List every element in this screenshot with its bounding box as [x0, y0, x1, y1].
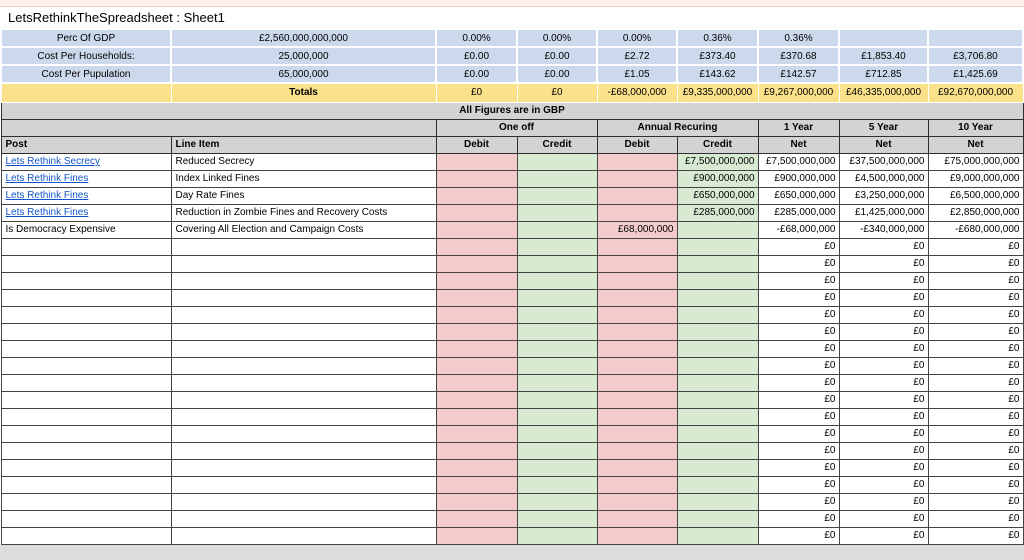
ledger-row-empty: [1, 238, 1023, 255]
cell-5y-net: £0: [839, 493, 928, 510]
cell-oneoff-debit: [436, 153, 517, 170]
cell-line-item: [171, 238, 436, 255]
cell-10y-net: £6,500,000,000: [928, 187, 1023, 204]
cell-10y-net: £75,000,000,000: [928, 153, 1023, 170]
summary-cell: £373.40: [677, 47, 758, 65]
totals-cell: £9,267,000,000: [758, 83, 839, 102]
cell-line-item: [171, 289, 436, 306]
cell-5y-net: £4,500,000,000: [839, 170, 928, 187]
cell-line-item: [171, 272, 436, 289]
summary-cell: £0.00: [517, 47, 597, 65]
ledger-row-empty: [1, 289, 1023, 306]
cell-10y-net: £0: [928, 408, 1023, 425]
totals-cell: £46,335,000,000: [839, 83, 928, 102]
cell-post: [1, 238, 171, 255]
cell-post: [1, 391, 171, 408]
cell-line-item: [171, 323, 436, 340]
cell-5y-net: £0: [839, 238, 928, 255]
summary-cell: £0.00: [436, 65, 517, 83]
header-annual-debit: Debit: [597, 136, 677, 153]
cell-5y-net: £0: [839, 289, 928, 306]
header-oneoff-credit: Credit: [517, 136, 597, 153]
cell-post: [1, 493, 171, 510]
cell-5y-net: £0: [839, 391, 928, 408]
cell-1y-net: £0: [758, 374, 839, 391]
page-title: LetsRethinkTheSpreadsheet : Sheet1: [8, 10, 225, 25]
cell-post: [1, 476, 171, 493]
cell-annual-credit: [677, 238, 758, 255]
cell-oneoff-credit: [517, 510, 597, 527]
cell-annual-credit: [677, 476, 758, 493]
cell-annual-debit: [597, 459, 677, 476]
header-1y-net: Net: [758, 136, 839, 153]
summary-cell: £712.85: [839, 65, 928, 83]
cell-10y-net: £0: [928, 425, 1023, 442]
cell-1y-net: £0: [758, 527, 839, 544]
cell-line-item: [171, 374, 436, 391]
cell-line-item: Day Rate Fines: [171, 187, 436, 204]
totals-row: [1, 83, 1023, 102]
cell-annual-credit: [677, 255, 758, 272]
cell-oneoff-debit: [436, 255, 517, 272]
banner-row: [1, 102, 1023, 119]
ledger-row: [1, 153, 1023, 170]
cell-annual-debit: [597, 306, 677, 323]
cell-oneoff-credit: [517, 340, 597, 357]
cell-1y-net: £0: [758, 476, 839, 493]
header-line-item: Line Item: [171, 136, 436, 153]
cell-post: [1, 340, 171, 357]
ledger-row-empty: [1, 476, 1023, 493]
summary-cell: £143.62: [677, 65, 758, 83]
cell-5y-net: £0: [839, 510, 928, 527]
cell-line-item: [171, 255, 436, 272]
cell-oneoff-debit: [436, 221, 517, 238]
cell-line-item: Covering All Election and Campaign Costs: [171, 221, 436, 238]
totals-cell: £0: [436, 83, 517, 102]
cell-1y-net: £0: [758, 391, 839, 408]
cell-annual-credit: [677, 527, 758, 544]
ledger-row-empty: [1, 510, 1023, 527]
cell-10y-net: £0: [928, 238, 1023, 255]
cell-annual-credit: £650,000,000: [677, 187, 758, 204]
cell-10y-net: £0: [928, 476, 1023, 493]
ledger-row-empty: [1, 323, 1023, 340]
cell-annual-credit: £7,500,000,000: [677, 153, 758, 170]
cell-annual-credit: [677, 272, 758, 289]
cell-annual-debit: [597, 442, 677, 459]
cell-1y-net: -£68,000,000: [758, 221, 839, 238]
cell-oneoff-credit: [517, 221, 597, 238]
cell-annual-debit: [597, 391, 677, 408]
cell-1y-net: £0: [758, 459, 839, 476]
cell-oneoff-credit: [517, 442, 597, 459]
cell-post: [1, 357, 171, 374]
cell-post: [1, 187, 171, 204]
cell-5y-net: £0: [839, 340, 928, 357]
cell-post: [1, 442, 171, 459]
summary-cell: 0.00%: [597, 29, 677, 47]
cell-annual-debit: £68,000,000: [597, 221, 677, 238]
ledger-row: [1, 187, 1023, 204]
cell-annual-debit: [597, 238, 677, 255]
cell-10y-net: £0: [928, 527, 1023, 544]
summary-cell: £1,425.69: [928, 65, 1023, 83]
summary-cell: 0.00%: [517, 29, 597, 47]
cell-5y-net: £37,500,000,000: [839, 153, 928, 170]
ledger-row: [1, 170, 1023, 187]
title-bar: [0, 7, 1024, 28]
cell-1y-net: £0: [758, 340, 839, 357]
cell-oneoff-credit: [517, 204, 597, 221]
cell-annual-debit: [597, 153, 677, 170]
cell-annual-credit: [677, 408, 758, 425]
cell-annual-debit: [597, 289, 677, 306]
summary-cell: 0.36%: [677, 29, 758, 47]
cell-annual-credit: [677, 442, 758, 459]
header-5y-net: Net: [839, 136, 928, 153]
cell-1y-net: £0: [758, 357, 839, 374]
cell-post: [1, 306, 171, 323]
cell-1y-net: £900,000,000: [758, 170, 839, 187]
header-10y-net: Net: [928, 136, 1023, 153]
cell-10y-net: £0: [928, 510, 1023, 527]
cell-10y-net: £0: [928, 340, 1023, 357]
cell-oneoff-debit: [436, 323, 517, 340]
cell-oneoff-credit: [517, 187, 597, 204]
group-header-row: [1, 119, 1023, 136]
cell-5y-net: -£340,000,000: [839, 221, 928, 238]
cell-annual-debit: [597, 187, 677, 204]
cell-post: [1, 425, 171, 442]
cell-oneoff-debit: [436, 459, 517, 476]
cell-line-item: [171, 459, 436, 476]
cell-oneoff-credit: [517, 238, 597, 255]
post-link[interactable]: Lets Rethink Fines: [5, 207, 89, 218]
cell-oneoff-debit: [436, 493, 517, 510]
header-oneoff-debit: Debit: [436, 136, 517, 153]
cell-annual-credit: [677, 289, 758, 306]
cell-oneoff-debit: [436, 238, 517, 255]
ledger-row-empty: [1, 408, 1023, 425]
header-annual-credit: Credit: [677, 136, 758, 153]
cell-annual-debit: [597, 425, 677, 442]
cell-1y-net: £0: [758, 425, 839, 442]
cell-1y-net: £0: [758, 255, 839, 272]
cell-line-item: [171, 527, 436, 544]
cell-oneoff-debit: [436, 204, 517, 221]
cell-5y-net: £0: [839, 425, 928, 442]
group-1-year: 1 Year: [758, 119, 839, 136]
cell-post: [1, 459, 171, 476]
cell-line-item: Index Linked Fines: [171, 170, 436, 187]
cell-annual-credit: [677, 425, 758, 442]
cell-1y-net: £0: [758, 238, 839, 255]
ledger-row: [1, 221, 1023, 238]
cell-post: [1, 204, 171, 221]
cell-10y-net: -£680,000,000: [928, 221, 1023, 238]
cell-5y-net: £0: [839, 323, 928, 340]
cell-10y-net: £0: [928, 272, 1023, 289]
summary-label: Cost Per Households:: [1, 47, 171, 65]
summary-value: 65,000,000: [171, 65, 436, 83]
cell-1y-net: £285,000,000: [758, 204, 839, 221]
cell-oneoff-credit: [517, 374, 597, 391]
cell-annual-debit: [597, 408, 677, 425]
group-spacer: [1, 119, 436, 136]
top-strip: [0, 0, 1024, 7]
cell-oneoff-debit: [436, 476, 517, 493]
summary-cell: £3,706.80: [928, 47, 1023, 65]
spreadsheet: [0, 28, 1024, 545]
ledger-row-empty: [1, 357, 1023, 374]
cell-10y-net: £0: [928, 357, 1023, 374]
cell-line-item: Reduction in Zombie Fines and Recovery Costs: [171, 204, 436, 221]
cell-annual-debit: [597, 493, 677, 510]
cell-post: [1, 408, 171, 425]
post-link[interactable]: Lets Rethink Fines: [5, 173, 89, 184]
summary-row: [1, 47, 1023, 65]
cell-5y-net: £0: [839, 255, 928, 272]
cell-oneoff-debit: [436, 391, 517, 408]
cell-post: Is Democracy Expensive: [1, 221, 171, 238]
ledger-row-empty: [1, 459, 1023, 476]
cell-oneoff-credit: [517, 153, 597, 170]
cell-10y-net: £9,000,000,000: [928, 170, 1023, 187]
cell-oneoff-credit: [517, 425, 597, 442]
cell-annual-debit: [597, 255, 677, 272]
cell-oneoff-credit: [517, 459, 597, 476]
cell-annual-debit: [597, 527, 677, 544]
cell-1y-net: £650,000,000: [758, 187, 839, 204]
cell-5y-net: £0: [839, 527, 928, 544]
cell-annual-debit: [597, 170, 677, 187]
cell-oneoff-credit: [517, 408, 597, 425]
cell-line-item: [171, 476, 436, 493]
summary-cell: £2.72: [597, 47, 677, 65]
cell-post: [1, 323, 171, 340]
cell-annual-debit: [597, 323, 677, 340]
ledger-row-empty: [1, 374, 1023, 391]
ledger-row: [1, 204, 1023, 221]
ledger-row-empty: [1, 442, 1023, 459]
cell-annual-credit: [677, 323, 758, 340]
cell-1y-net: £0: [758, 408, 839, 425]
totals-cell: £92,670,000,000: [928, 83, 1023, 102]
cell-5y-net: £0: [839, 408, 928, 425]
cell-5y-net: £0: [839, 374, 928, 391]
cell-1y-net: £0: [758, 306, 839, 323]
cell-oneoff-credit: [517, 272, 597, 289]
currency-banner: All Figures are in GBP: [1, 102, 1023, 119]
cell-annual-debit: [597, 272, 677, 289]
group-annual-recuring: Annual Recuring: [597, 119, 758, 136]
cell-annual-debit: [597, 374, 677, 391]
cell-annual-debit: [597, 204, 677, 221]
cell-1y-net: £0: [758, 272, 839, 289]
cell-5y-net: £1,425,000,000: [839, 204, 928, 221]
cell-10y-net: £0: [928, 391, 1023, 408]
cell-post: [1, 374, 171, 391]
group-one-off: One off: [436, 119, 597, 136]
cell-annual-credit: £900,000,000: [677, 170, 758, 187]
cell-10y-net: £0: [928, 459, 1023, 476]
column-header-row: [1, 136, 1023, 153]
cell-annual-credit: £285,000,000: [677, 204, 758, 221]
ledger-row-empty: [1, 527, 1023, 544]
summary-cell: [839, 29, 928, 47]
ledger-row-empty: [1, 255, 1023, 272]
cell-line-item: [171, 391, 436, 408]
cell-post: [1, 289, 171, 306]
cell-1y-net: £0: [758, 510, 839, 527]
cell-oneoff-credit: [517, 476, 597, 493]
cell-10y-net: £0: [928, 442, 1023, 459]
cell-10y-net: £0: [928, 374, 1023, 391]
cell-oneoff-credit: [517, 357, 597, 374]
cell-oneoff-debit: [436, 374, 517, 391]
cell-oneoff-credit: [517, 323, 597, 340]
cell-1y-net: £0: [758, 493, 839, 510]
cell-oneoff-credit: [517, 527, 597, 544]
cell-5y-net: £0: [839, 442, 928, 459]
cell-oneoff-debit: [436, 306, 517, 323]
cell-line-item: [171, 493, 436, 510]
cell-1y-net: £0: [758, 442, 839, 459]
ledger-row-empty: [1, 306, 1023, 323]
cell-annual-credit: [677, 340, 758, 357]
cell-1y-net: £0: [758, 323, 839, 340]
cell-annual-credit: [677, 306, 758, 323]
cell-oneoff-debit: [436, 425, 517, 442]
cell-oneoff-debit: [436, 272, 517, 289]
totals-cell: £9,335,000,000: [677, 83, 758, 102]
cell-line-item: [171, 425, 436, 442]
cell-oneoff-credit: [517, 170, 597, 187]
cell-annual-credit: [677, 510, 758, 527]
ledger-row-empty: [1, 493, 1023, 510]
cell-annual-credit: [677, 221, 758, 238]
cell-line-item: [171, 408, 436, 425]
group-10-year: 10 Year: [928, 119, 1023, 136]
summary-row: [1, 29, 1023, 47]
cell-oneoff-debit: [436, 170, 517, 187]
cell-post: [1, 510, 171, 527]
summary-cell: £1,853.40: [839, 47, 928, 65]
cell-annual-debit: [597, 510, 677, 527]
cell-annual-credit: [677, 459, 758, 476]
summary-value: £2,560,000,000,000: [171, 29, 436, 47]
ledger-row-empty: [1, 425, 1023, 442]
totals-label: Totals: [171, 83, 436, 102]
post-link[interactable]: Lets Rethink Secrecy: [5, 156, 100, 167]
ledger-row-empty: [1, 391, 1023, 408]
cell-line-item: [171, 357, 436, 374]
cell-post: [1, 153, 171, 170]
cell-10y-net: £0: [928, 255, 1023, 272]
group-5-year: 5 Year: [839, 119, 928, 136]
cell-annual-credit: [677, 493, 758, 510]
summary-cell: £1.05: [597, 65, 677, 83]
totals-spacer: [1, 83, 171, 102]
cell-5y-net: £0: [839, 459, 928, 476]
cell-10y-net: £0: [928, 493, 1023, 510]
cell-post: [1, 170, 171, 187]
cell-annual-debit: [597, 357, 677, 374]
cell-oneoff-credit: [517, 255, 597, 272]
summary-cell: 0.00%: [436, 29, 517, 47]
summary-cell: £142.57: [758, 65, 839, 83]
cell-annual-credit: [677, 374, 758, 391]
summary-row: [1, 65, 1023, 83]
cell-oneoff-credit: [517, 289, 597, 306]
summary-value: 25,000,000: [171, 47, 436, 65]
cell-oneoff-debit: [436, 527, 517, 544]
cell-annual-credit: [677, 391, 758, 408]
cell-oneoff-debit: [436, 442, 517, 459]
cell-1y-net: £7,500,000,000: [758, 153, 839, 170]
summary-label: Perc Of GDP: [1, 29, 171, 47]
cell-line-item: [171, 442, 436, 459]
cell-oneoff-debit: [436, 357, 517, 374]
totals-cell: £0: [517, 83, 597, 102]
cell-oneoff-debit: [436, 187, 517, 204]
header-post: Post: [1, 136, 171, 153]
ledger-row-empty: [1, 272, 1023, 289]
cell-5y-net: £0: [839, 272, 928, 289]
summary-cell: 0.36%: [758, 29, 839, 47]
cell-annual-credit: [677, 357, 758, 374]
cell-annual-debit: [597, 340, 677, 357]
cell-oneoff-debit: [436, 510, 517, 527]
cell-line-item: Reduced Secrecy: [171, 153, 436, 170]
cell-10y-net: £0: [928, 289, 1023, 306]
cell-oneoff-credit: [517, 306, 597, 323]
cell-oneoff-credit: [517, 391, 597, 408]
cell-post: [1, 527, 171, 544]
cell-line-item: [171, 340, 436, 357]
cell-1y-net: £0: [758, 289, 839, 306]
cell-5y-net: £0: [839, 357, 928, 374]
cell-post: [1, 255, 171, 272]
cell-oneoff-credit: [517, 493, 597, 510]
cell-5y-net: £0: [839, 476, 928, 493]
summary-cell: [928, 29, 1023, 47]
cell-10y-net: £2,850,000,000: [928, 204, 1023, 221]
cell-5y-net: £3,250,000,000: [839, 187, 928, 204]
ledger-row-empty: [1, 340, 1023, 357]
cell-oneoff-debit: [436, 289, 517, 306]
cell-oneoff-debit: [436, 408, 517, 425]
summary-cell: £370.68: [758, 47, 839, 65]
summary-cell: £0.00: [436, 47, 517, 65]
summary-label: Cost Per Pupulation: [1, 65, 171, 83]
cell-5y-net: £0: [839, 306, 928, 323]
totals-cell: -£68,000,000: [597, 83, 677, 102]
cell-annual-debit: [597, 476, 677, 493]
cell-line-item: [171, 510, 436, 527]
cell-post: [1, 272, 171, 289]
cell-10y-net: £0: [928, 306, 1023, 323]
cell-line-item: [171, 306, 436, 323]
cell-10y-net: £0: [928, 323, 1023, 340]
cell-oneoff-debit: [436, 340, 517, 357]
summary-cell: £0.00: [517, 65, 597, 83]
post-link[interactable]: Lets Rethink Fines: [5, 190, 89, 201]
